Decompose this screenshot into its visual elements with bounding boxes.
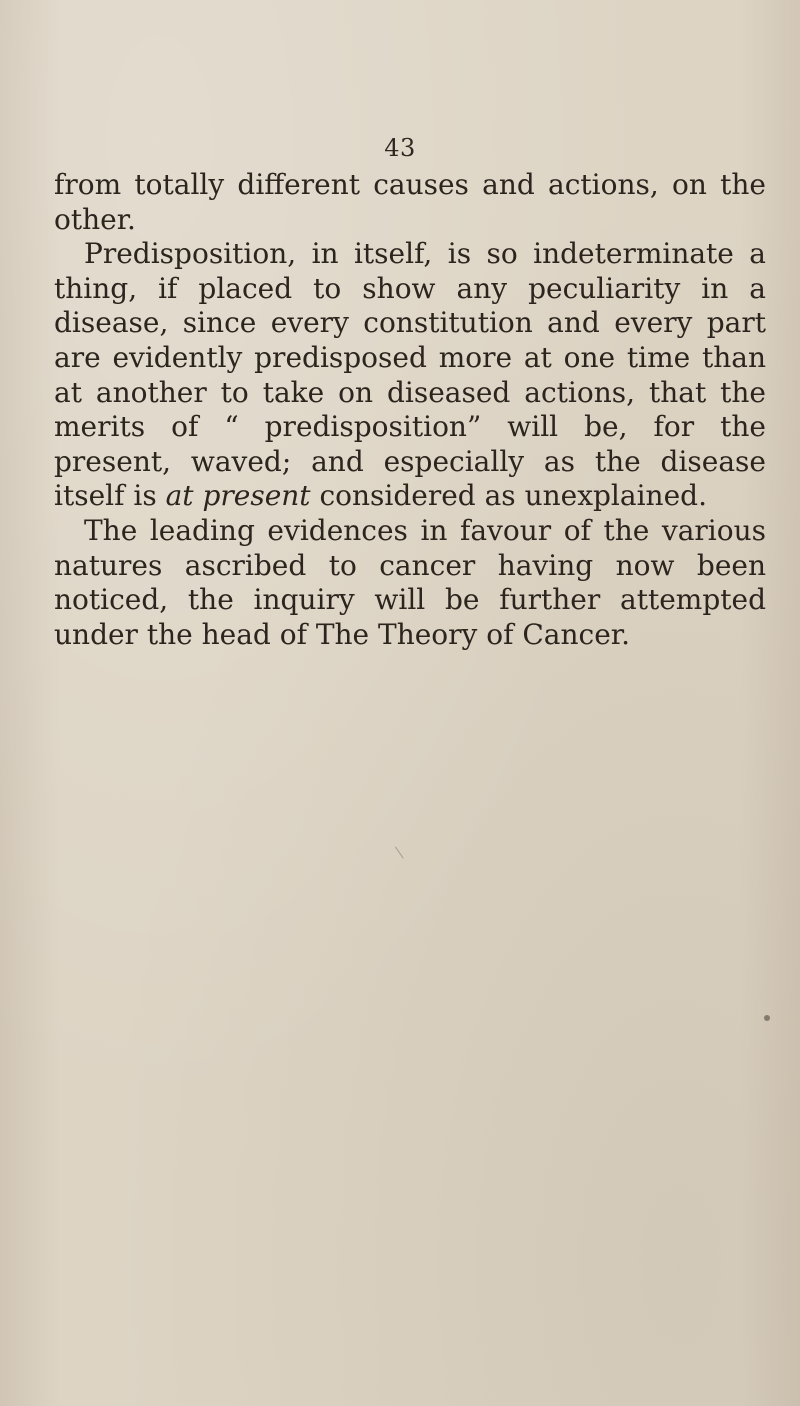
paragraph-2-text-end: considered as unexplained. (310, 479, 707, 513)
paragraph-1 (54, 168, 766, 237)
ink-spot (764, 1015, 770, 1021)
paragraph-1-text: from totally different causes and actions, on the other. (54, 168, 766, 236)
page-number: 43 (384, 134, 416, 162)
body-text (54, 168, 766, 652)
paragraph-3 (54, 514, 766, 652)
italic-phrase: at present (165, 479, 311, 513)
paragraph-2-text: Predisposition, in itself, is so indeterminate a thing, if placed to show any peculiarity in a disease, since every constitution and every part are evidently predisposed more at one time than at another to take on diseased actions, that the merits of “ predisposition” will be, for the present, waved; and especially as the disease itself is (54, 237, 766, 513)
paragraph-2 (54, 237, 766, 514)
paper-mark (395, 841, 411, 858)
paragraph-3-text: The leading evidences in favour of the various natures ascribed to cancer having now been noticed, the inquiry will be further attempted under the head of The Theory of Cancer. (54, 513, 766, 651)
